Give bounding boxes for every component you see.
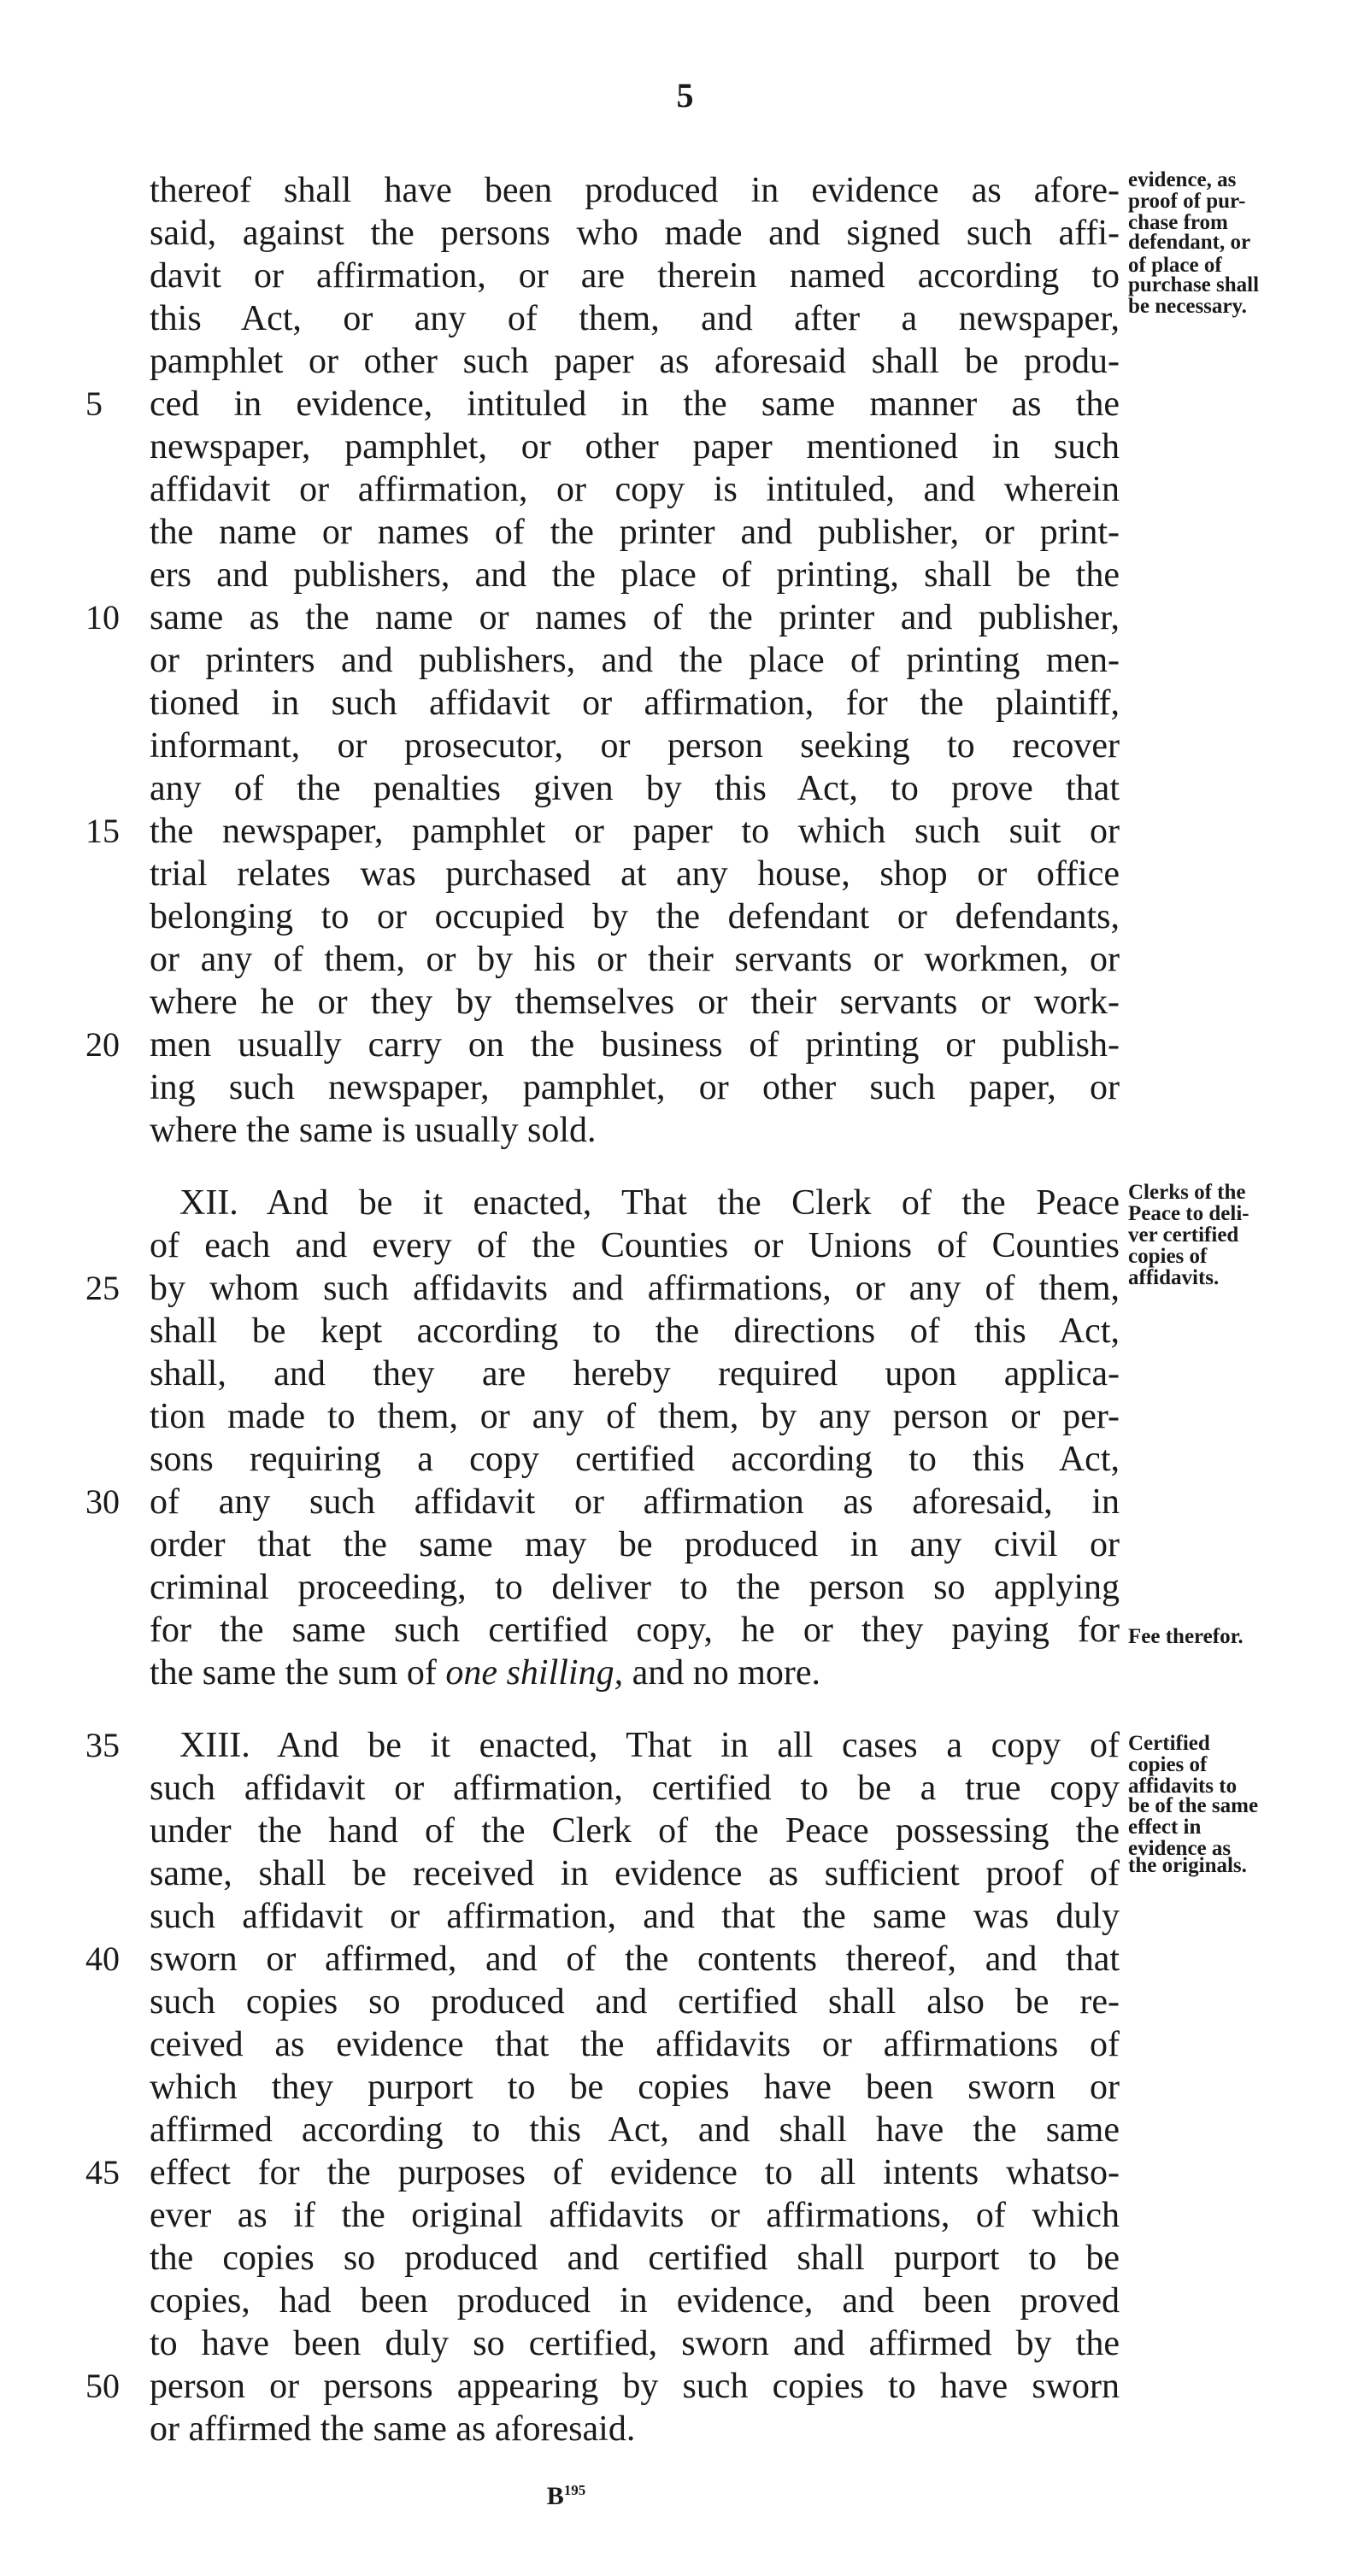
margin-note xyxy=(1128,1626,1359,1647)
text-line: ing such newspaper, pamphlet, or other such paper, or xyxy=(150,1068,1120,1107)
margin-note-line: copies of xyxy=(1128,1753,1208,1776)
text-line: criminal proceeding, to deliver to the person so applying xyxy=(150,1568,1120,1607)
text-line: belonging to or occupied by the defendant or defendants, xyxy=(150,897,1120,936)
text-line: trial relates was purchased at any house, shop or office xyxy=(150,854,1120,894)
line-number: 15 xyxy=(85,812,120,850)
margin-note-line: Peace to deli- xyxy=(1128,1202,1249,1225)
text-line: where the same is usually sold. xyxy=(150,1111,597,1150)
text-line: davit or affirmation, or are therein named according to xyxy=(150,256,1120,296)
text-line: same as the name or names of the printer and publisher, xyxy=(150,598,1120,637)
printer-signature: $B^{195}$ xyxy=(546,2482,586,2510)
text-line: under the hand of the Clerk of the Peace possessing the xyxy=(150,1811,1120,1851)
text-line: which they purport to be copies have been sworn or xyxy=(150,2068,1120,2107)
text-line: or printers and publishers, and the place of printing men- xyxy=(150,641,1120,680)
text-line: affidavit or affirmation, or copy is intituled, and wherein xyxy=(150,470,1120,509)
text-line: XII. And be it enacted, That the Clerk of the Peace xyxy=(179,1183,1120,1223)
margin-note-line: ver certified xyxy=(1128,1223,1239,1247)
text-line: affirmed according to this Act, and shall have the same xyxy=(150,2110,1120,2150)
margin-note-line: affidavits to xyxy=(1128,1775,1238,1798)
margin-note xyxy=(1128,169,1359,317)
margin-note-line: defendant, or xyxy=(1128,231,1251,254)
page-number: 5 xyxy=(676,76,694,114)
text-line: the name or names of the printer and publisher, or print- xyxy=(150,513,1120,552)
text-line: such copies so produced and certified shall also be re- xyxy=(150,1982,1120,2021)
text-line: or affirmed the same as aforesaid. xyxy=(150,2409,636,2449)
text-line: thereof shall have been produced in evidence as afore- xyxy=(150,171,1120,210)
line-number: 45 xyxy=(85,2153,120,2192)
text-line: such affidavit or affirmation, certified to be a true copy xyxy=(150,1769,1120,1808)
text-line: by whom such affidavits and affirmations, or any of them, xyxy=(150,1269,1120,1308)
line-number: 5 xyxy=(85,384,103,423)
margin-note-line: affidavits. xyxy=(1128,1266,1220,1289)
margin-note-line: be necessary. xyxy=(1128,295,1247,318)
margin-note-line: purchase shall xyxy=(1128,273,1260,296)
margin-note-line: evidence as xyxy=(1128,1837,1232,1860)
line-number: 30 xyxy=(85,1482,120,1521)
line-number: 35 xyxy=(85,1726,120,1764)
text-line: of any such affidavit or affirmation as aforesaid, in xyxy=(150,1482,1120,1522)
margin-note-line: of place of xyxy=(1128,254,1222,277)
line-number: 40 xyxy=(85,1939,120,1978)
margin-note-line: effect in xyxy=(1128,1816,1202,1839)
margin-note-line: evidence, as xyxy=(1128,168,1237,191)
text-line: men usually carry on the business of printing or publish- xyxy=(150,1025,1120,1065)
margin-note xyxy=(1128,1182,1359,1288)
text-line: sons requiring a copy certified according to this Act, xyxy=(150,1440,1120,1479)
margin-note-line: the originals. xyxy=(1128,1854,1247,1877)
text-line: XIII. And be it enacted, That in all cases a copy of xyxy=(179,1726,1120,1765)
line-number: 25 xyxy=(85,1269,120,1307)
line-number: 20 xyxy=(85,1025,120,1064)
text-line: copies, had been produced in evidence, and been proved xyxy=(150,2281,1120,2321)
text-line: the copies so produced and certified shall purport to be xyxy=(150,2239,1120,2278)
line-number: 50 xyxy=(85,2367,120,2405)
line-number: 10 xyxy=(85,598,120,637)
text-line: newspaper, pamphlet, or other paper mentioned in such xyxy=(150,427,1120,466)
text-line: said, against the persons who made and signed such affi- xyxy=(150,214,1120,253)
text-line: of each and every of the Counties or Unions of Counties xyxy=(150,1226,1120,1265)
text-line: where he or they by themselves or their servants or work- xyxy=(150,983,1120,1022)
margin-note-line: copies of xyxy=(1128,1245,1208,1268)
margin-note-line: be of the same xyxy=(1128,1794,1259,1817)
text-line: order that the same may be produced in any civil or xyxy=(150,1525,1120,1564)
text-line: ced in evidence, intituled in the same manner as the xyxy=(150,384,1120,424)
text-line: such affidavit or affirmation, and that the same was duly xyxy=(150,1897,1120,1936)
text-line: ers and publishers, and the place of printing, shall be the xyxy=(150,555,1120,595)
text-line: to have been duly so certified, sworn and affirmed by the xyxy=(150,2324,1120,2363)
text-line: the same the sum of one shilling, and no more. xyxy=(150,1653,821,1693)
margin-note-line: Fee therefor. xyxy=(1128,1625,1244,1648)
margin-note-line: Clerks of the xyxy=(1128,1181,1246,1204)
margin-note-line: chase from xyxy=(1128,211,1228,234)
text-line: for the same such certified copy, he or they paying for xyxy=(150,1611,1120,1650)
margin-note-line: proof of pur- xyxy=(1128,190,1246,213)
text-line: tion made to them, or any of them, by any person or per- xyxy=(150,1397,1120,1436)
text-line: ever as if the original affidavits or affirmations, of which xyxy=(150,2196,1120,2235)
margin-note xyxy=(1128,1733,1359,1876)
text-line: the newspaper, pamphlet or paper to which such suit or xyxy=(150,812,1120,851)
text-line: any of the penalties given by this Act, to prove that xyxy=(150,769,1120,808)
text-line: this Act, or any of them, and after a newspaper, xyxy=(150,299,1120,338)
text-line: shall, and they are hereby required upon applica- xyxy=(150,1354,1120,1394)
text-line: or any of them, or by his or their servants or workmen, or xyxy=(150,940,1120,979)
text-line: same, shall be received in evidence as sufficient proof of xyxy=(150,1854,1120,1893)
text-line: tioned in such affidavit or affirmation, for the plaintiff, xyxy=(150,684,1120,723)
text-line: effect for the purposes of evidence to all intents whatso- xyxy=(150,2153,1120,2192)
text-line: ceived as evidence that the affidavits or affirmations of xyxy=(150,2025,1120,2064)
text-line: pamphlet or other such paper as aforesaid shall be produ- xyxy=(150,342,1120,381)
text-line: person or persons appearing by such copies to have sworn xyxy=(150,2367,1120,2406)
margin-note-line: Certified xyxy=(1128,1732,1210,1755)
text-line: sworn or affirmed, and of the contents thereof, and that xyxy=(150,1939,1120,1979)
text-line: informant, or prosecutor, or person seeking to recover xyxy=(150,726,1120,766)
text-line: shall be kept according to the directions of this Act, xyxy=(150,1311,1120,1351)
